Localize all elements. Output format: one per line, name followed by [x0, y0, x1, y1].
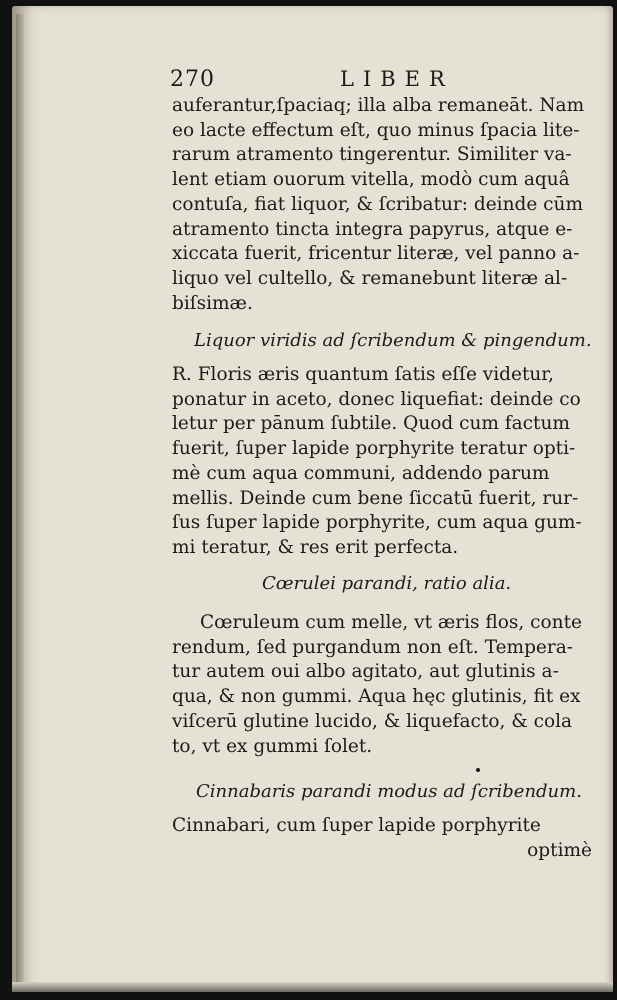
text-line: Cœruleum cum melle, vt æris flos, conte [200, 612, 582, 633]
text-line: tur autem oui albo agitato, aut glutinis a- [172, 661, 559, 683]
text-line: ſus ſuper lapide porphyrite, cum aqua gum- [172, 512, 582, 534]
text-line: mi teratur, & res erit perfecta. [172, 536, 459, 558]
text-line: biſsimæ. [172, 292, 253, 314]
text-line: xiccata fuerit, fricentur literæ, vel panno a- [172, 243, 580, 265]
section-heading-blue: Cœrulei parandi, ratio alia. [262, 573, 512, 594]
text-line: atramento tincta integra papyrus, atque e- [172, 218, 573, 240]
paragraph-3 [172, 611, 592, 759]
text-line: eo lacte effectum eſt, quo minus ſpacia lite- [172, 119, 580, 141]
text-line: rarum atramento tingerentur. Similiter va- [172, 144, 572, 166]
page-bottom-edge [12, 982, 613, 992]
page-number: 270 [170, 67, 215, 92]
text-line: letur per pānum ſubtile. Quod cum factum [172, 413, 570, 435]
book-page [12, 6, 613, 992]
text-line: ponatur in aceto, donec liquefiat: deinde co [172, 388, 581, 410]
text-line: lent etiam ouorum vitella, modò cum aquâ [172, 169, 570, 191]
text-line: liquo vel cultello, & remanebunt literæ al- [172, 267, 568, 289]
paragraph-4 [172, 814, 592, 863]
text-line: rendum, ſed purgandum non eſt. Tempera- [172, 636, 574, 658]
text-line: to, vt ex gummi ſolet. [172, 735, 373, 757]
ink-dot [476, 768, 480, 772]
paragraph-1 [172, 94, 592, 316]
text-line: qua, & non gummi. Aqua hęc glutinis, fit ex [172, 686, 581, 708]
text-line: viſcerū glutine lucido, & liquefacto, & cola [172, 710, 573, 732]
catchword: optimè [527, 839, 592, 861]
section-heading-green-ink: Liquor viridis ad ſcribendum & pingendum. [194, 330, 592, 351]
text-line: auferantur,ſpaciaq; illa alba remaneāt. Nam [172, 95, 585, 116]
page-gutter-shadow [16, 14, 24, 984]
text-line: fuerit, ſuper lapide porphyrite teratur opti- [172, 438, 576, 460]
text-line: Cinnabari, cum ſuper lapide porphyrite [172, 815, 541, 836]
text-line: contuſa, fiat liquor, & ſcribatur: deinde cūm [172, 193, 583, 215]
text-line: mè cum aqua communi, addendo parum [172, 462, 550, 484]
section-heading-cinnabar: Cinnabaris parandi modus ad ſcribendum. [196, 781, 582, 802]
text-line: mellis. Deinde cum bene ſiccatū fuerit, rur- [172, 487, 579, 509]
paragraph-2 [172, 363, 592, 561]
text-line: R. Floris æris quantum ſatis eſſe videtur, [172, 364, 554, 385]
running-head: LIBER [340, 67, 454, 91]
